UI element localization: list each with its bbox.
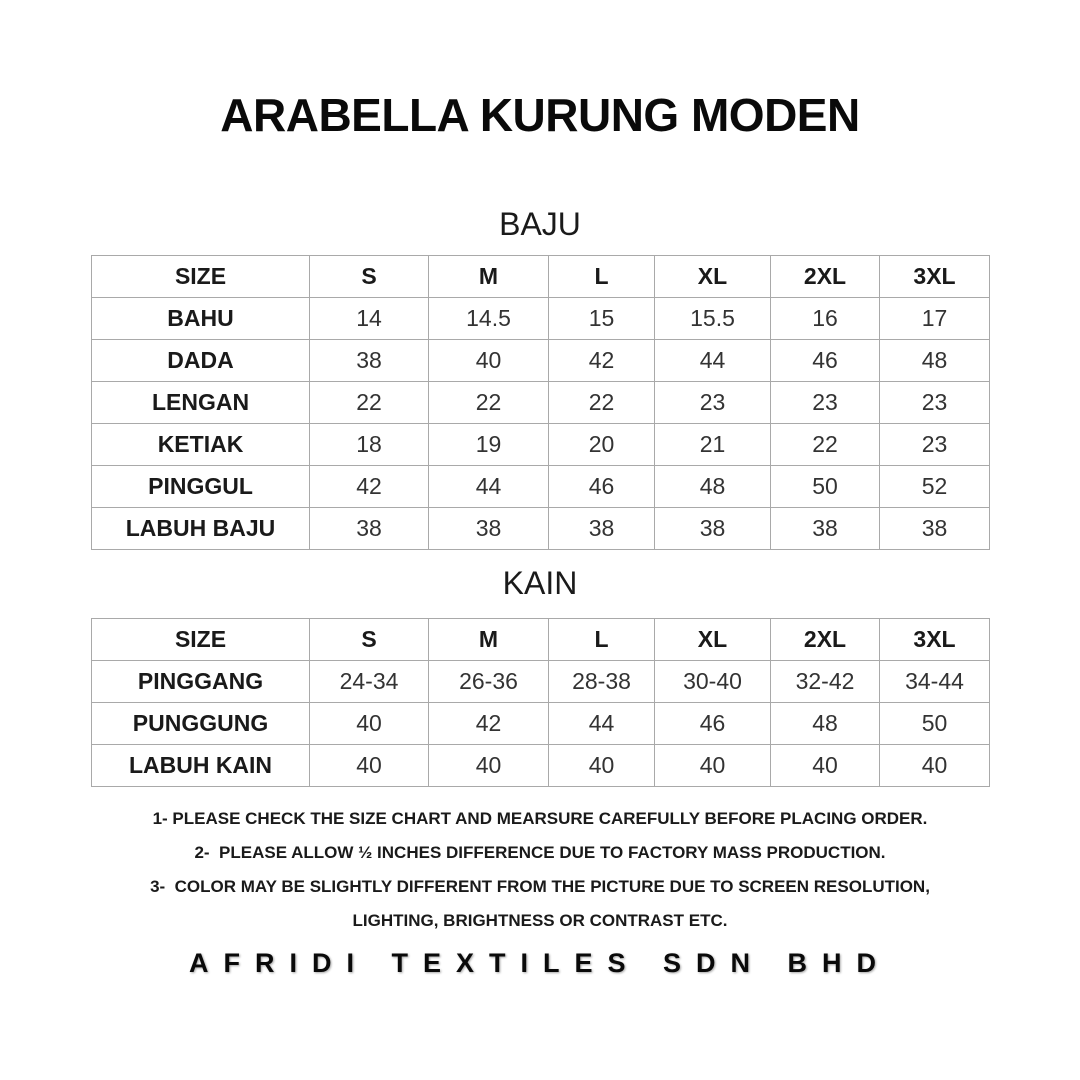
column-header: L [549, 619, 655, 661]
table-cell: 38 [880, 508, 990, 550]
row-label: LABUH KAIN [92, 745, 310, 787]
table-cell: 40 [655, 745, 771, 787]
table-header-row [92, 256, 990, 298]
table-cell: 46 [549, 466, 655, 508]
table-cell: 46 [771, 340, 880, 382]
note-line: 1- PLEASE CHECK THE SIZE CHART AND MEARSURE CAREFULLY BEFORE PLACING ORDER. [152, 809, 928, 828]
column-header: SIZE [92, 619, 310, 661]
company-name: AFRIDI TEXTILES SDN BHD [188, 948, 891, 978]
table-cell: 17 [880, 298, 990, 340]
table-cell: 38 [310, 340, 429, 382]
table-cell: 30-40 [655, 661, 771, 703]
table-cell: 48 [771, 703, 880, 745]
table-cell: 23 [771, 382, 880, 424]
column-header: 3XL [880, 256, 990, 298]
table-cell: 40 [880, 745, 990, 787]
table-cell: 24-34 [310, 661, 429, 703]
table-cell: 42 [429, 703, 549, 745]
table-cell: 14.5 [429, 298, 549, 340]
table-cell: 38 [771, 508, 880, 550]
column-header: S [310, 619, 429, 661]
table-row [92, 661, 990, 703]
column-header: XL [655, 619, 771, 661]
table-cell: 38 [549, 508, 655, 550]
table-cell: 38 [310, 508, 429, 550]
table-cell: 23 [655, 382, 771, 424]
note-line: 2- PLEASE ALLOW ½ INCHES DIFFERENCE DUE TO FACTORY MASS PRODUCTION. [194, 843, 886, 862]
column-header: SIZE [92, 256, 310, 298]
table-cell: 52 [880, 466, 990, 508]
table-row [92, 340, 990, 382]
table-cell: 40 [310, 703, 429, 745]
table-row [92, 508, 990, 550]
table-cell: 23 [880, 424, 990, 466]
row-label: BAHU [92, 298, 310, 340]
column-header: XL [655, 256, 771, 298]
baju-size-table [91, 255, 990, 550]
row-label: DADA [92, 340, 310, 382]
table-row [92, 382, 990, 424]
row-label: PINGGANG [92, 661, 310, 703]
table-row [92, 703, 990, 745]
table-cell: 22 [549, 382, 655, 424]
note-line: 3- COLOR MAY BE SLIGHTLY DIFFERENT FROM THE PICTURE DUE TO SCREEN RESOLUTION, [150, 877, 930, 896]
table-cell: 44 [549, 703, 655, 745]
table-cell: 22 [429, 382, 549, 424]
notes-block [0, 802, 1080, 938]
column-header: L [549, 256, 655, 298]
table-row [92, 466, 990, 508]
kain-heading: KAIN [502, 565, 578, 601]
table-cell: 44 [429, 466, 549, 508]
table-cell: 16 [771, 298, 880, 340]
table-cell: 42 [310, 466, 429, 508]
table-cell: 22 [771, 424, 880, 466]
row-label: PINGGUL [92, 466, 310, 508]
table-cell: 32-42 [771, 661, 880, 703]
row-label: LENGAN [92, 382, 310, 424]
table-cell: 40 [771, 745, 880, 787]
note-line: LIGHTING, BRIGHTNESS OR CONTRAST ETC. [352, 911, 728, 930]
table-cell: 15 [549, 298, 655, 340]
row-label: PUNGGUNG [92, 703, 310, 745]
table-cell: 38 [655, 508, 771, 550]
table-header-row [92, 619, 990, 661]
column-header: 3XL [880, 619, 990, 661]
table-cell: 26-36 [429, 661, 549, 703]
table-row [92, 745, 990, 787]
table-cell: 21 [655, 424, 771, 466]
table-cell: 38 [429, 508, 549, 550]
table-cell: 28-38 [549, 661, 655, 703]
table-row [92, 424, 990, 466]
column-header: 2XL [771, 619, 880, 661]
baju-heading: BAJU [499, 206, 581, 242]
table-cell: 40 [429, 745, 549, 787]
table-cell: 15.5 [655, 298, 771, 340]
table-cell: 19 [429, 424, 549, 466]
table-cell: 42 [549, 340, 655, 382]
kain-size-table [91, 618, 990, 787]
column-header: S [310, 256, 429, 298]
column-header: M [429, 619, 549, 661]
table-cell: 20 [549, 424, 655, 466]
table-cell: 14 [310, 298, 429, 340]
table-cell: 18 [310, 424, 429, 466]
column-header: 2XL [771, 256, 880, 298]
table-cell: 40 [429, 340, 549, 382]
table-cell: 50 [880, 703, 990, 745]
table-cell: 50 [771, 466, 880, 508]
table-cell: 40 [310, 745, 429, 787]
table-cell: 40 [549, 745, 655, 787]
column-header: M [429, 256, 549, 298]
table-cell: 48 [655, 466, 771, 508]
table-cell: 48 [880, 340, 990, 382]
row-label: KETIAK [92, 424, 310, 466]
table-cell: 34-44 [880, 661, 990, 703]
table-cell: 23 [880, 382, 990, 424]
table-cell: 22 [310, 382, 429, 424]
page-title: ARABELLA KURUNG MODEN [220, 89, 860, 141]
table-cell: 46 [655, 703, 771, 745]
table-row [92, 298, 990, 340]
row-label: LABUH BAJU [92, 508, 310, 550]
table-cell: 44 [655, 340, 771, 382]
